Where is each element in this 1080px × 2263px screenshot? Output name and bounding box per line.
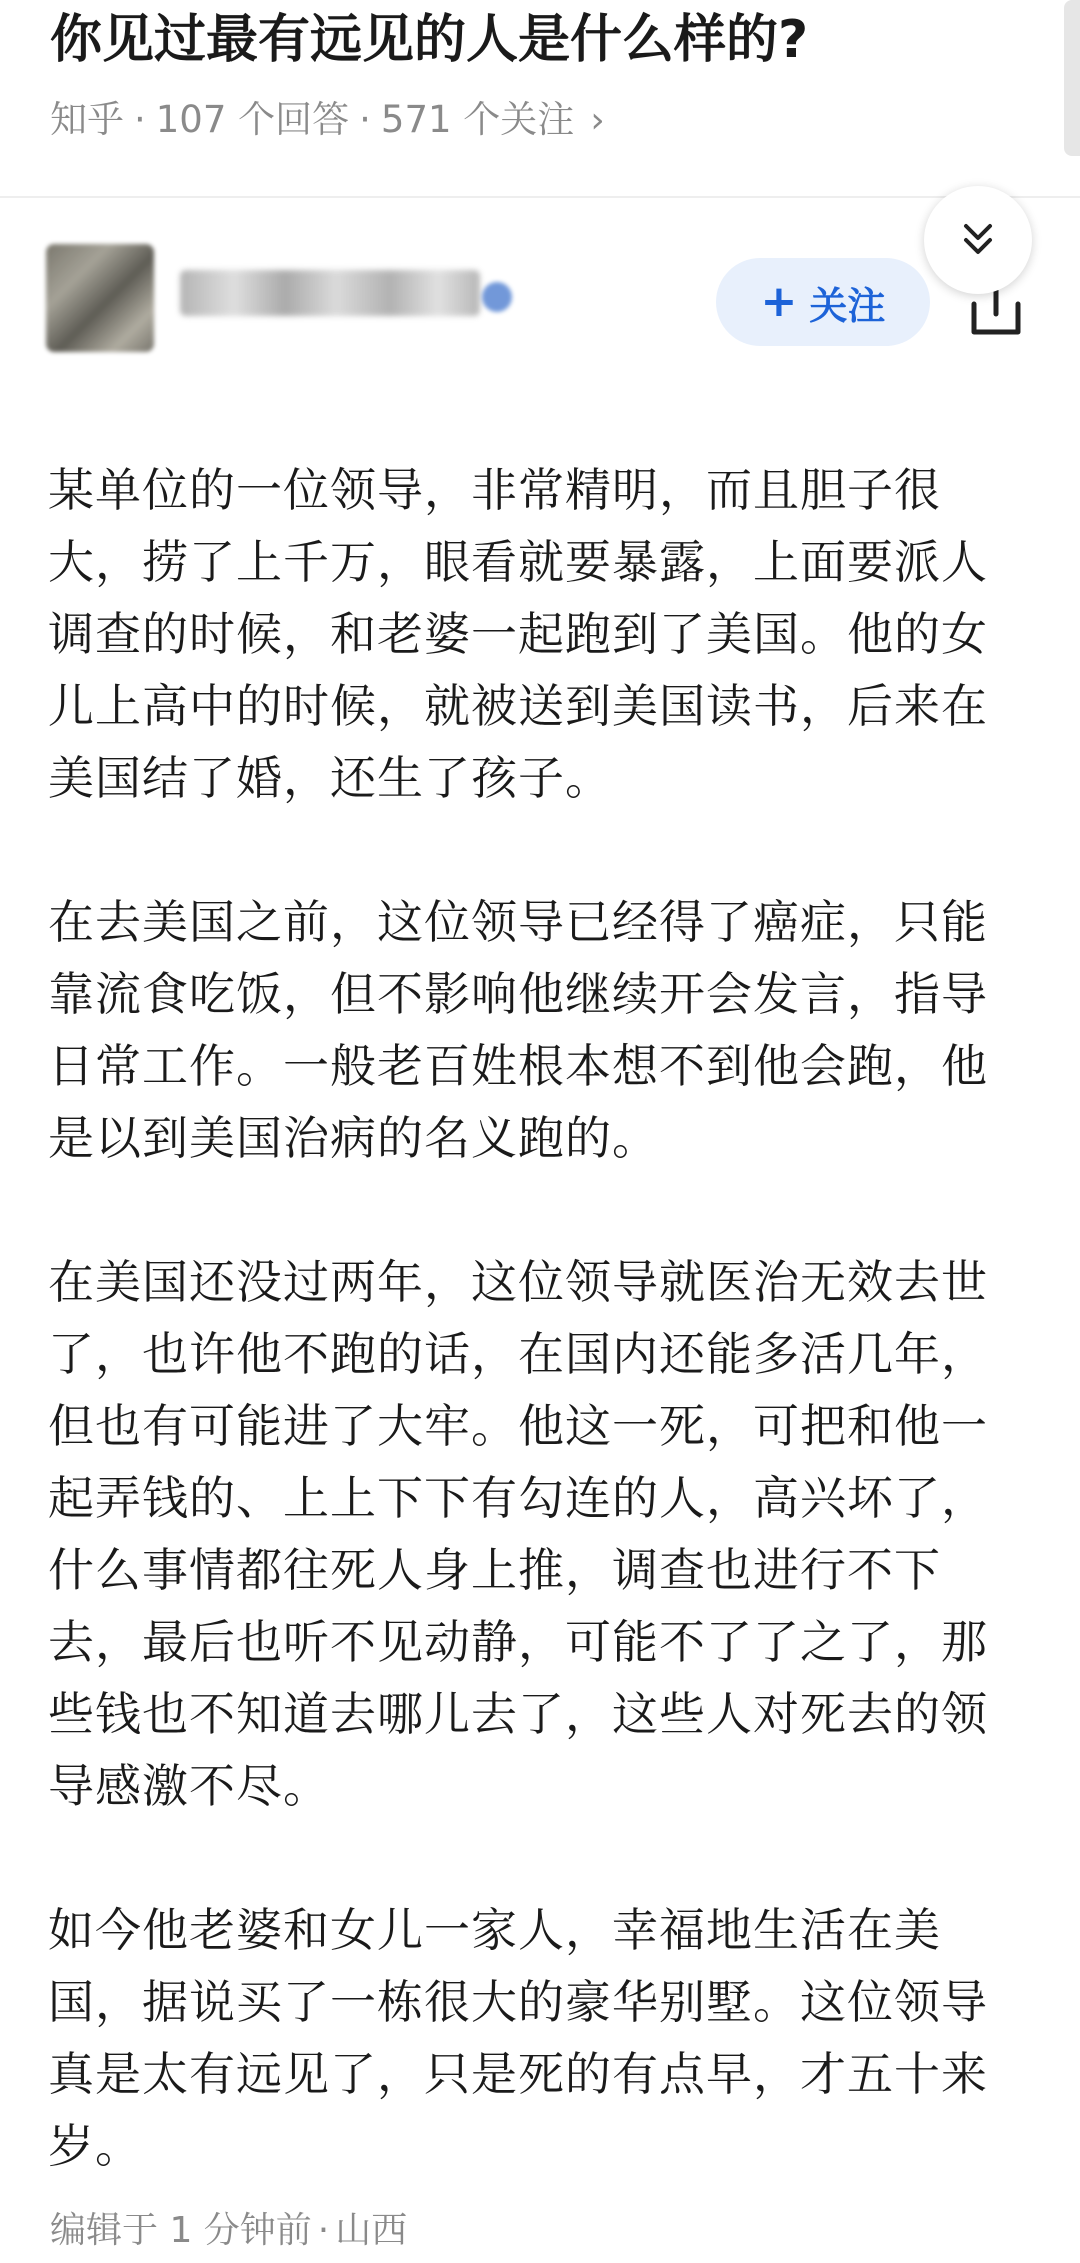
answer-footer bbox=[50, 2206, 407, 2256]
follower-count: 571 个关注 bbox=[380, 98, 575, 141]
source-label: 知乎 bbox=[50, 98, 124, 141]
author-name-blurred[interactable] bbox=[180, 270, 480, 316]
answer-paragraph: 在美国还没过两年，这位领导就医治无效去世了，也许他不跑的话，在国内还能多活几年，但也有可能进了大牢。他这一死，可把和他一起弄钱的、上上下下有勾连的人，高兴坏了，什么事情都往死人身上推，调查也进行不下去，最后也听不见动静，可能不了了之了，那些钱也不知道去哪儿去了，这些人对死去的领导感激不尽。 bbox=[48, 1255, 988, 1813]
header-divider bbox=[0, 196, 1080, 198]
author-badge bbox=[482, 282, 512, 312]
question-meta[interactable] bbox=[50, 92, 605, 149]
meta-separator: · bbox=[134, 98, 146, 141]
meta-separator: · bbox=[359, 98, 371, 141]
question-header bbox=[0, 0, 1080, 196]
collapse-button[interactable] bbox=[924, 186, 1032, 294]
chevron-right-icon: › bbox=[590, 100, 605, 141]
footer-separator: · bbox=[317, 2210, 330, 2251]
edited-time: 编辑于 1 分钟前 bbox=[50, 2210, 312, 2251]
answer-paragraph: 某单位的一位领导，非常精明，而且胆子很大，捞了上千万，眼看就要暴露，上面要派人调查的时候，和老婆一起跑到了美国。他的女儿上高中的时候，就被送到美国读书，后来在美国结了婚，还生了孩子。 bbox=[48, 463, 988, 805]
avatar[interactable] bbox=[46, 244, 154, 352]
scrollbar-thumb[interactable] bbox=[1064, 0, 1080, 156]
answer-paragraph: 在去美国之前，这位领导已经得了癌症，只能靠流食吃饭，但不影响他继续开会发言，指导日常工作。一般老百姓根本想不到他会跑，他是以到美国治病的名义跑的。 bbox=[48, 895, 988, 1165]
follow-button[interactable] bbox=[716, 258, 930, 346]
double-chevron-down-icon bbox=[956, 218, 1000, 262]
answer-paragraph: 如今他老婆和女儿一家人，幸福地生活在美国，据说买了一栋很大的豪华别墅。这位领导真是太有远见了，只是死的有点早，才五十来岁。 bbox=[48, 1903, 988, 2173]
answer-body bbox=[48, 454, 1028, 2254]
author-row bbox=[0, 230, 1080, 370]
location-label: 山西 bbox=[335, 2210, 408, 2251]
question-title[interactable]: 你见过最有远见的人是什么样的? bbox=[50, 10, 809, 70]
follow-label: 关注 bbox=[809, 283, 886, 328]
plus-icon: + bbox=[760, 276, 798, 327]
answer-count: 107 个回答 bbox=[155, 98, 350, 141]
